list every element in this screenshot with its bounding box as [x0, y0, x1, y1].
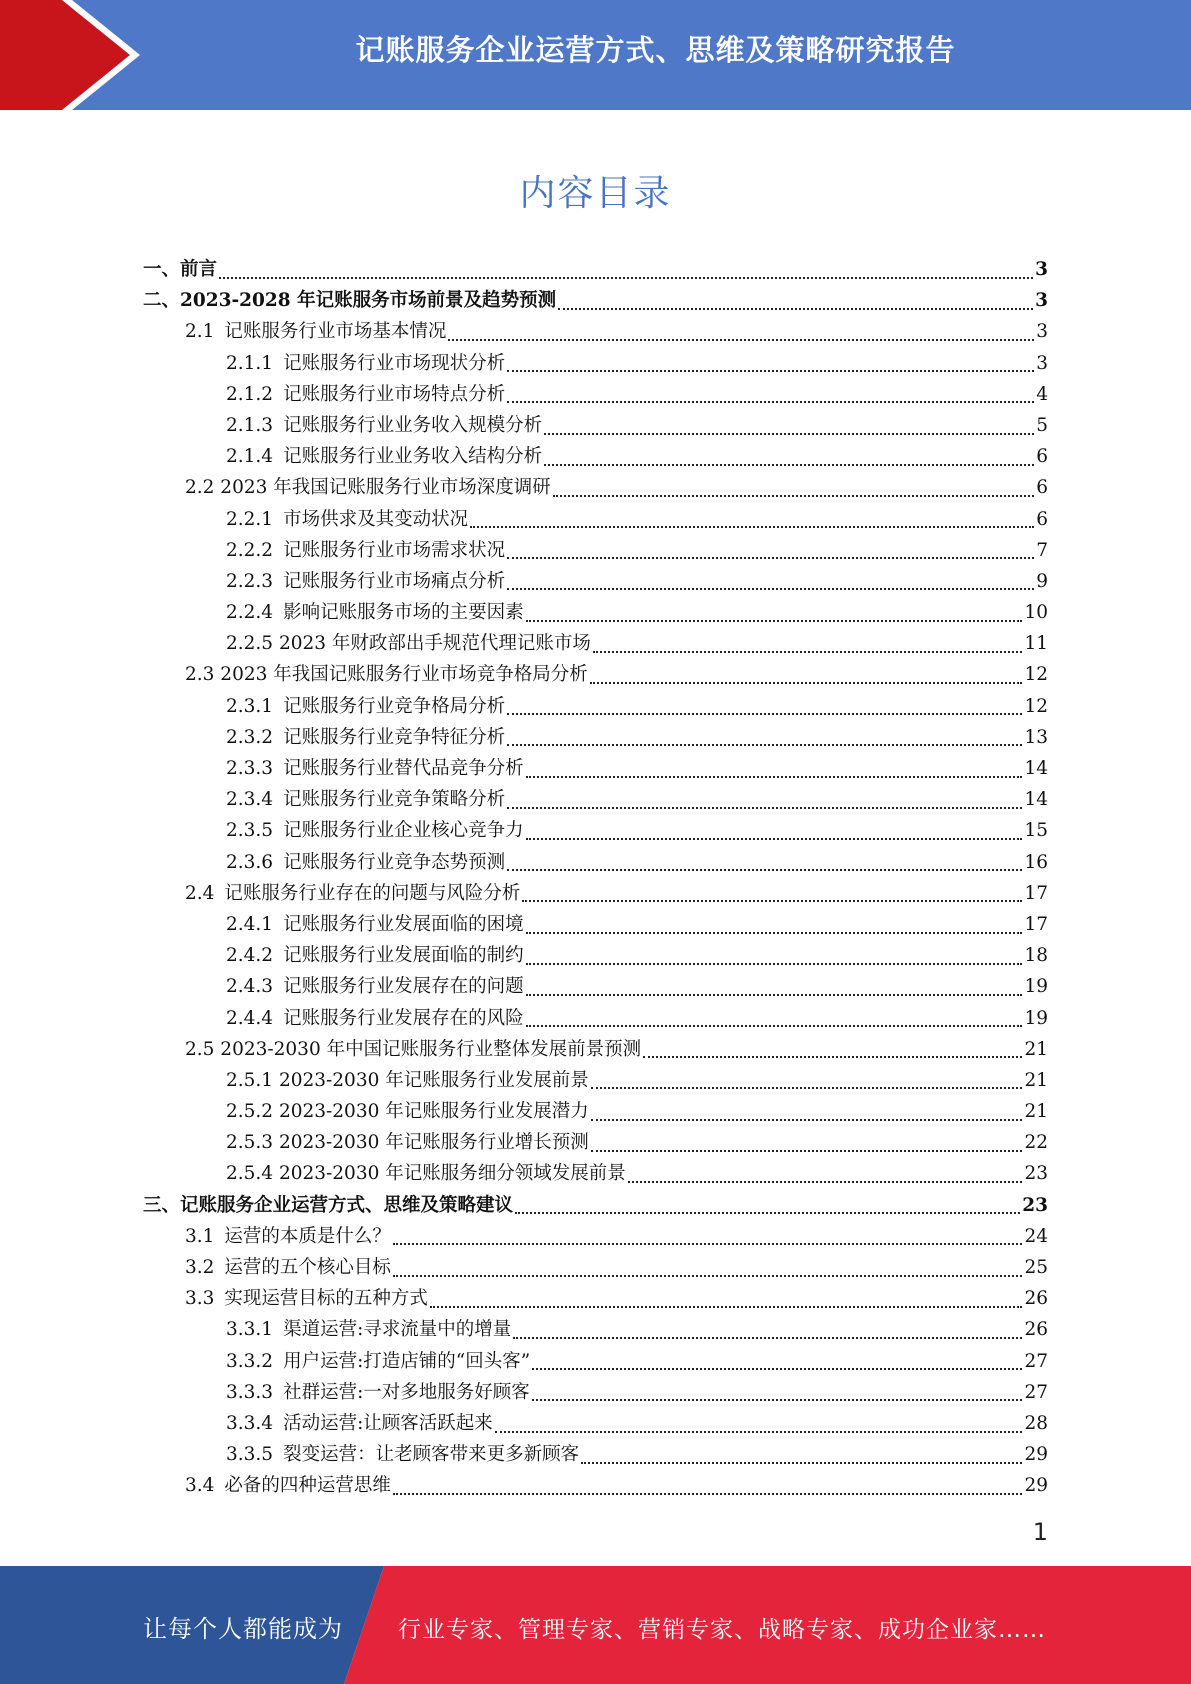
toc-entry-label [185, 1034, 641, 1065]
toc-entry-page: 26 [1024, 1288, 1048, 1310]
toc-entry-text: 记账服务行业业务收入结构分析 [283, 446, 543, 468]
toc-dot-leader [430, 1306, 1023, 1308]
toc-entry-label [226, 1158, 626, 1189]
toc-entry-text: 2.5.2 2023-2030 年记账服务行业发展潜力 [226, 1101, 589, 1123]
toc-entry-label [226, 1439, 579, 1470]
toc-entry-label [226, 441, 542, 472]
toc-entry-page: 3 [1036, 352, 1048, 374]
toc-entry-label [226, 753, 524, 784]
toc-entry-page: 11 [1024, 633, 1048, 655]
toc-entry-page: 14 [1024, 758, 1048, 779]
toc-entry[interactable] [143, 1283, 1048, 1314]
toc-dot-leader [470, 526, 1034, 528]
toc-entry-number: 2.3.5 [226, 820, 274, 842]
toc-entry-label [226, 566, 505, 597]
toc-entry-page: 28 [1024, 1412, 1048, 1434]
toc-entry-number: 2.2.1 [226, 508, 274, 530]
toc-entry-text: 活动运营:让顾客活跃起来 [283, 1412, 493, 1434]
toc-entry-page: 29 [1024, 1475, 1048, 1497]
toc-entry[interactable] [143, 691, 1048, 722]
toc-entry-text: 二、2023-2028 年记账服务市场前景及趋势预测 [143, 290, 557, 312]
toc-entry[interactable] [143, 379, 1048, 410]
toc-entry-text: 渠道运营:寻求流量中的增量 [283, 1319, 512, 1341]
toc-entry[interactable] [143, 1190, 1048, 1221]
page-number: 1 [1032, 1518, 1048, 1546]
toc-entry[interactable] [143, 348, 1048, 379]
toc-entry-text: 记账服务行业市场需求状况 [283, 539, 506, 561]
toc-entry-page: 17 [1024, 882, 1048, 904]
toc-entry-number: 2.4.4 [226, 1007, 274, 1029]
toc-entry-text: 三、记账服务企业运营方式、思维及策略建议 [143, 1194, 514, 1216]
toc-entry-page: 12 [1024, 664, 1048, 686]
toc-entry[interactable] [143, 1158, 1048, 1189]
toc-heading: 内容目录 [519, 173, 672, 214]
toc-entry[interactable] [143, 784, 1048, 815]
toc-dot-leader [526, 776, 1023, 778]
toc-entry[interactable] [143, 1034, 1048, 1065]
toc-entry-label [143, 1190, 513, 1221]
toc-entry-number: 3.2 [185, 1257, 215, 1278]
toc-dot-leader [507, 744, 1022, 746]
toc-entry[interactable] [143, 628, 1048, 659]
toc-entry-number: 2.2.2 [226, 539, 274, 561]
toc-entry-number: 2.4.1 [226, 913, 274, 935]
toc-entry-label [226, 847, 505, 878]
toc-entry-label [226, 1377, 530, 1408]
toc-entry-page: 21 [1024, 1069, 1048, 1091]
toc-entry-label [185, 878, 520, 909]
toc-entry-label [226, 348, 505, 379]
toc-entry-page: 6 [1036, 508, 1048, 530]
toc-dot-leader [526, 1025, 1023, 1027]
toc-entry[interactable] [143, 1314, 1048, 1345]
toc-entry-page: 21 [1024, 1101, 1048, 1123]
toc-dot-leader [522, 900, 1022, 902]
toc-entry-text: 记账服务行业竞争策略分析 [283, 789, 506, 811]
toc-dot-leader [515, 1212, 1020, 1214]
toc-entry-label [226, 504, 468, 535]
toc-entry-label [226, 1408, 493, 1439]
toc-entry[interactable] [143, 1221, 1048, 1252]
toc-entry-label [226, 379, 505, 410]
toc-entry[interactable] [143, 410, 1048, 441]
toc-entry-label [226, 940, 524, 971]
toc-entry-number: 3.3.3 [226, 1381, 274, 1403]
toc-entry-number: 2.2.4 [226, 602, 274, 624]
toc-entry-page: 4 [1036, 383, 1048, 405]
toc-entry-page: 24 [1024, 1225, 1048, 1247]
toc-entry-text: 记账服务行业市场特点分析 [283, 383, 506, 405]
toc-entry-number: 2.3.2 [226, 726, 274, 748]
toc-entry-label [226, 691, 505, 722]
toc-dot-leader [593, 651, 1023, 653]
toc-entry-page: 13 [1024, 726, 1048, 748]
toc-dot-leader [526, 994, 1023, 996]
toc-entry[interactable] [143, 940, 1048, 971]
toc-dot-leader [495, 1431, 1023, 1433]
toc-entry-label [226, 597, 524, 628]
toc-entry[interactable] [143, 316, 1048, 347]
toc-entry-text: 记账服务行业业务收入规模分析 [283, 414, 543, 436]
toc-dot-leader [507, 557, 1034, 559]
toc-dot-leader [526, 620, 1023, 622]
toc-entry-number: 2.3.4 [226, 789, 274, 811]
toc-entry-label [226, 971, 524, 1002]
footer-slogan-left: 让每个人都能成为 [143, 1615, 343, 1643]
toc-entry-label [226, 1003, 524, 1034]
toc-entry-text: 记账服务行业发展面临的困境 [283, 913, 524, 935]
toc-entry-text: 记账服务行业发展存在的问题 [283, 976, 524, 998]
toc-entry-page: 26 [1024, 1319, 1048, 1341]
toc-entry-page: 22 [1024, 1132, 1048, 1154]
toc-entry-page: 3 [1035, 290, 1048, 312]
toc-entry-page: 10 [1024, 602, 1048, 624]
toc-entry-number: 3.4 [185, 1475, 215, 1497]
toc-entry-label [226, 1065, 589, 1096]
toc-entry-page: 15 [1024, 820, 1048, 842]
toc-entry[interactable] [143, 1377, 1048, 1408]
toc-entry-text: 2.2.5 2023 年财政部出手规范代理记账市场 [226, 633, 591, 655]
toc-entry-number: 2.3.6 [226, 851, 274, 873]
toc-entry-page: 9 [1036, 570, 1048, 592]
toc-dot-leader [448, 339, 1034, 341]
toc-entry-number: 2.1.1 [226, 352, 274, 374]
toc-entry-text: 记账服务行业竞争态势预测 [283, 851, 506, 873]
toc-entry-page: 12 [1024, 695, 1048, 717]
toc-dot-leader [393, 1275, 1023, 1277]
toc-entry-text: 记账服务行业市场现状分析 [283, 352, 506, 374]
toc-entry-number: 3.1 [185, 1225, 215, 1247]
toc-entry-label [185, 1283, 428, 1314]
toc-entry-number: 2.3.1 [226, 695, 274, 717]
toc-dot-leader [591, 1150, 1023, 1152]
toc-entry[interactable] [143, 659, 1048, 690]
toc-entry[interactable] [143, 971, 1048, 1002]
toc-entry-page: 23 [1024, 1163, 1048, 1185]
toc-entry-label [226, 1314, 511, 1345]
toc-entry-page: 19 [1024, 1007, 1048, 1029]
toc-entry-label [185, 1221, 391, 1252]
toc-dot-leader [590, 682, 1023, 684]
toc-entry-text: 市场供求及其变动状况 [283, 508, 469, 530]
toc-entry-page: 3 [1036, 321, 1048, 343]
toc-entry-text: 运营的五个核心目标 [224, 1257, 391, 1278]
toc-entry[interactable] [143, 815, 1048, 846]
toc-entry-label [226, 815, 524, 846]
toc-entry-label [226, 410, 542, 441]
toc-entry-label [226, 909, 524, 940]
toc-entry-text: 记账服务行业企业核心竞争力 [283, 820, 524, 842]
toc-entry-page: 27 [1024, 1350, 1048, 1372]
toc-dot-leader [507, 588, 1034, 590]
toc-dot-leader [532, 1368, 1022, 1370]
toc-entry[interactable] [143, 535, 1048, 566]
toc-entry-label [226, 1127, 589, 1158]
toc-entry-label [185, 1252, 391, 1283]
toc-entry-number: 3.3 [185, 1288, 215, 1310]
toc-entry-text: 2.5.3 2023-2030 年记账服务行业增长预测 [226, 1132, 589, 1154]
toc-entry[interactable] [143, 878, 1048, 909]
toc-entry[interactable] [143, 472, 1048, 503]
toc-entry-page: 27 [1024, 1381, 1048, 1403]
toc-entry-page: 7 [1036, 539, 1048, 561]
toc-entry-number: 2.2.3 [226, 570, 274, 592]
toc-entry-label [226, 628, 591, 659]
toc-entry-text: 必备的四种运营思维 [224, 1475, 391, 1497]
toc-entry-text: 一、前言 [143, 259, 218, 280]
toc-entry[interactable] [143, 847, 1048, 878]
toc-dot-leader [507, 370, 1034, 372]
table-of-contents [143, 254, 1048, 1502]
toc-entry[interactable] [143, 285, 1048, 316]
toc-dot-leader [581, 1462, 1022, 1464]
toc-entry-page: 18 [1024, 945, 1048, 967]
toc-entry-text: 2.5 2023-2030 年中国记账服务行业整体发展前景预测 [185, 1038, 642, 1060]
toc-entry-page: 14 [1024, 789, 1048, 811]
toc-entry-text: 记账服务行业发展存在的风险 [283, 1007, 524, 1029]
toc-dot-leader [526, 932, 1023, 934]
toc-entry-text: 记账服务行业存在的问题与风险分析 [224, 882, 521, 904]
toc-dot-leader [532, 1399, 1023, 1401]
toc-entry-text: 实现运营目标的五种方式 [224, 1288, 428, 1310]
toc-entry-label [143, 285, 556, 316]
footer-slogan-right: 行业专家、管理专家、营销专家、战略专家、成功企业家…… [398, 1617, 1046, 1643]
toc-entry[interactable] [143, 1346, 1048, 1377]
toc-dot-leader [544, 464, 1034, 466]
toc-entry-page: 5 [1036, 414, 1048, 436]
toc-dot-leader [513, 1337, 1022, 1339]
header-banner [0, 0, 1191, 110]
toc-entry[interactable] [143, 504, 1048, 535]
toc-dot-leader [507, 713, 1022, 715]
toc-dot-leader [558, 308, 1033, 310]
toc-entry-number: 3.3.1 [226, 1319, 274, 1341]
toc-entry[interactable] [143, 566, 1048, 597]
toc-entry-text: 记账服务行业发展面临的制约 [283, 945, 524, 967]
toc-dot-leader [507, 401, 1034, 403]
toc-entry[interactable] [143, 441, 1048, 472]
toc-entry-text: 2.3 2023 年我国记账服务行业市场竞争格局分析 [185, 664, 588, 686]
toc-entry-number: 3.3.5 [226, 1444, 274, 1466]
toc-dot-leader [553, 495, 1034, 497]
footer-banner [0, 1566, 1191, 1684]
toc-entry-text: 记账服务行业竞争格局分析 [283, 695, 506, 717]
toc-entry-label [226, 784, 505, 815]
toc-entry[interactable] [143, 1439, 1048, 1470]
toc-entry-text: 社群运营:一对多地服务好顾客 [283, 1381, 530, 1403]
toc-entry-number: 2.1 [185, 321, 215, 343]
toc-entry-label [185, 1470, 391, 1501]
toc-dot-leader [628, 1181, 1023, 1183]
toc-entry-text: 裂变运营：让老顾客带来更多新顾客 [283, 1444, 580, 1466]
toc-entry[interactable] [143, 1065, 1048, 1096]
toc-dot-leader [591, 1119, 1023, 1121]
toc-entry-page: 29 [1024, 1444, 1048, 1466]
toc-entry[interactable] [143, 1096, 1048, 1127]
toc-entry-text: 记账服务行业替代品竞争分析 [283, 758, 524, 779]
report-title: 记账服务企业运营方式、思维及策略研究报告 [355, 33, 956, 67]
toc-entry-text: 2.5.1 2023-2030 年记账服务行业发展前景 [226, 1069, 589, 1091]
toc-entry-text: 2.2 2023 年我国记账服务行业市场深度调研 [185, 477, 551, 499]
toc-entry-text: 记账服务行业市场痛点分析 [283, 570, 506, 592]
toc-dot-leader [393, 1493, 1023, 1495]
toc-entry-text: 用户运营:打造店铺的“回头客” [283, 1350, 531, 1372]
toc-dot-leader [526, 838, 1023, 840]
toc-entry-page: 25 [1024, 1257, 1048, 1278]
toc-dot-leader [526, 963, 1023, 965]
toc-entry-page: 19 [1024, 976, 1048, 998]
toc-dot-leader [643, 1056, 1022, 1058]
toc-dot-leader [591, 1087, 1023, 1089]
toc-entry-number: 2.1.4 [226, 446, 274, 468]
toc-entry-page: 16 [1024, 851, 1048, 873]
toc-dot-leader [507, 807, 1022, 809]
toc-entry-page: 6 [1036, 446, 1048, 468]
toc-entry-number: 3.3.4 [226, 1412, 274, 1434]
toc-entry[interactable] [143, 254, 1048, 285]
toc-entry[interactable] [143, 1408, 1048, 1439]
toc-dot-leader [507, 869, 1022, 871]
toc-entry-number: 3.3.2 [226, 1350, 274, 1372]
toc-entry-label [185, 472, 551, 503]
toc-entry-page: 21 [1024, 1038, 1048, 1060]
toc-entry-number: 2.4 [185, 882, 215, 904]
toc-entry-label [185, 316, 446, 347]
toc-entry[interactable] [143, 753, 1048, 784]
toc-entry-number: 2.4.2 [226, 945, 274, 967]
toc-entry[interactable] [143, 1127, 1048, 1158]
header-chevron-decoration [0, 0, 160, 110]
toc-entry[interactable] [143, 722, 1048, 753]
toc-entry-text: 记账服务行业市场基本情况 [224, 321, 447, 343]
toc-entry-label [226, 1096, 589, 1127]
toc-entry[interactable] [143, 597, 1048, 628]
toc-dot-leader [393, 1243, 1023, 1245]
toc-entry-page: 6 [1036, 477, 1048, 499]
toc-entry-label [226, 535, 505, 566]
toc-dot-leader [219, 277, 1033, 279]
toc-entry-text: 影响记账服务市场的主要因素 [283, 602, 524, 624]
toc-entry-number: 2.3.3 [226, 758, 274, 779]
toc-entry-page: 17 [1024, 913, 1048, 935]
toc-entry-text: 2.5.4 2023-2030 年记账服务细分领域发展前景 [226, 1163, 626, 1185]
toc-dot-leader [544, 433, 1034, 435]
toc-entry-label [226, 1346, 530, 1377]
toc-entry[interactable] [143, 1003, 1048, 1034]
toc-entry-label [185, 659, 588, 690]
toc-entry[interactable] [143, 1470, 1048, 1501]
toc-entry-label [143, 254, 217, 285]
toc-entry[interactable] [143, 1252, 1048, 1283]
toc-entry-number: 2.1.2 [226, 383, 274, 405]
toc-entry[interactable] [143, 909, 1048, 940]
toc-entry-text: 记账服务行业竞争特征分析 [283, 726, 506, 748]
toc-entry-page: 23 [1022, 1194, 1048, 1216]
toc-entry-number: 2.4.3 [226, 976, 274, 998]
toc-entry-label [226, 722, 505, 753]
toc-entry-page: 3 [1035, 259, 1048, 280]
toc-entry-number: 2.1.3 [226, 414, 274, 436]
toc-entry-text: 运营的本质是什么？ [224, 1225, 391, 1247]
